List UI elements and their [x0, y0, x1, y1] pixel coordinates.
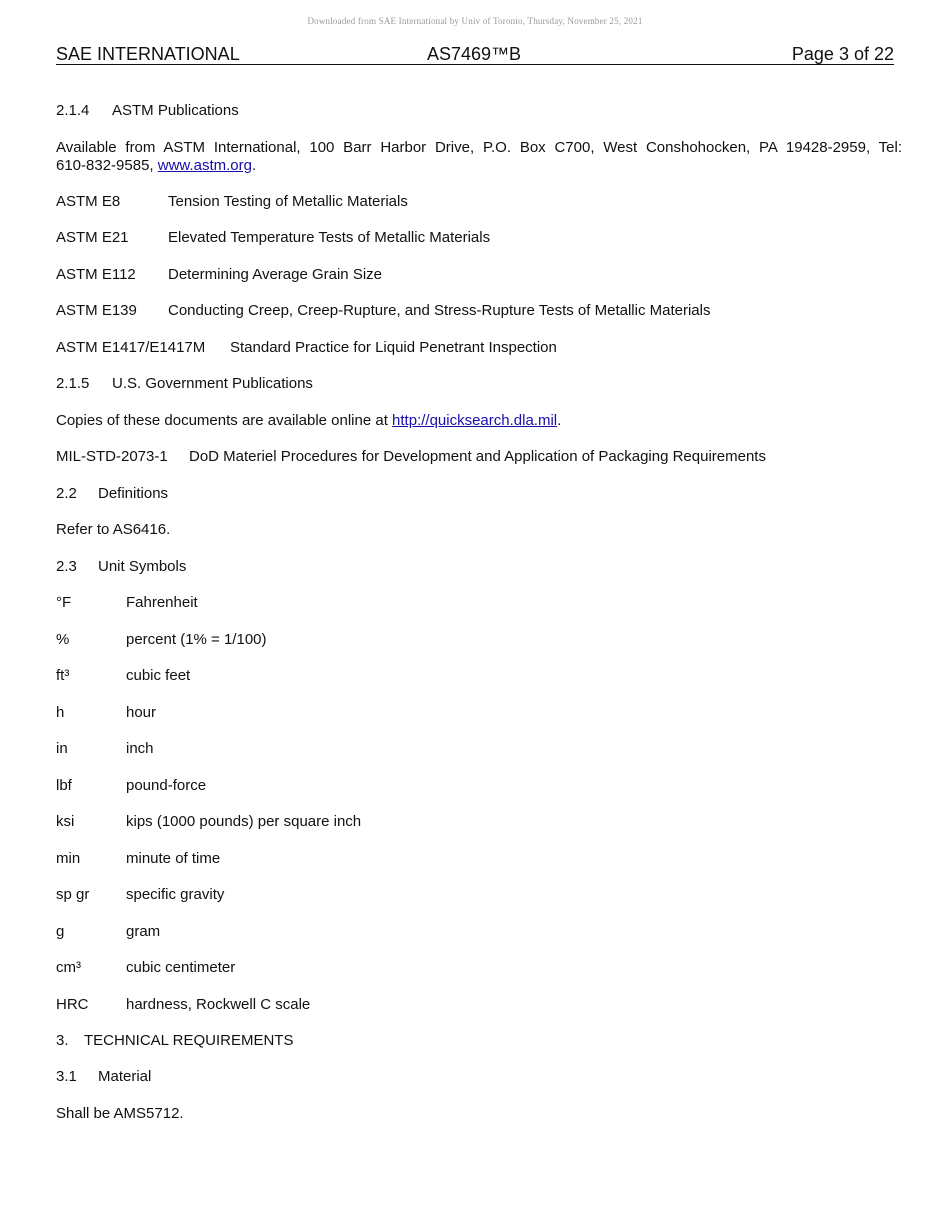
period: . [251, 157, 257, 174]
reference-code: ASTM E112 [56, 266, 136, 283]
unit-meaning: pound-force [126, 777, 207, 794]
unit-symbol: lbf [56, 777, 72, 794]
reference-code: ASTM E8 [56, 193, 121, 210]
unit-symbol: cm³ [56, 959, 81, 976]
unit-symbol: h [56, 704, 65, 721]
unit-symbol: HRC [56, 996, 89, 1013]
unit-meaning: hour [126, 704, 157, 721]
header-page-number: Page 3 of 22 [791, 44, 894, 64]
section-number: 2.1.4 [56, 102, 90, 119]
reference-code: ASTM E21 [56, 229, 129, 246]
unit-symbol: °F [56, 594, 72, 611]
unit-meaning: gram [126, 923, 161, 940]
astm-link[interactable]: www.astm.org [157, 157, 252, 174]
header-organization: SAE INTERNATIONAL [56, 44, 240, 64]
unit-symbol: sp gr [56, 886, 90, 903]
availability-line-2 [56, 157, 902, 175]
government-availability-text [56, 412, 561, 430]
unit-symbol: ksi [56, 813, 75, 830]
reference-title: Elevated Temperature Tests of Metallic Materials [168, 229, 491, 246]
section-number: 2.1.5 [56, 375, 90, 392]
section-title: ASTM Publications [112, 102, 239, 119]
unit-meaning: hardness, Rockwell C scale [126, 996, 311, 1013]
quicksearch-link[interactable]: http://quicksearch.dla.mil [392, 412, 558, 429]
section-title: TECHNICAL REQUIREMENTS [84, 1032, 294, 1049]
unit-symbol: in [56, 740, 68, 757]
section-title: Material [98, 1068, 152, 1085]
definitions-body: Refer to AS6416. [56, 521, 171, 538]
unit-meaning: percent (1% = 1/100) [126, 631, 267, 648]
header-document-number: AS7469™B [427, 44, 522, 64]
reference-title: Tension Testing of Metallic Materials [168, 193, 408, 210]
section-title: U.S. Government Publications [112, 375, 313, 392]
reference-title: Standard Practice for Liquid Penetrant Inspection [230, 339, 557, 356]
running-header [56, 44, 894, 65]
unit-symbol: % [56, 631, 70, 648]
availability-line-1: Available from ASTM International, 100 Barr Harbor Drive, P.O. Box C700, West Conshohocken, PA 19428-2959, Tel: [56, 139, 902, 156]
unit-symbol: ft³ [56, 667, 70, 684]
unit-meaning: specific gravity [126, 886, 225, 903]
section-number: 2.2 [56, 485, 77, 502]
phone-text: 610-832-9585, [56, 157, 154, 174]
download-watermark: Downloaded from SAE International by Univ of Toronto, Thursday, November 25, 2021 [307, 16, 643, 26]
reference-title: Conducting Creep, Creep-Rupture, and Stress-Rupture Tests of Metallic Materials [168, 302, 711, 319]
unit-symbol: min [56, 850, 81, 867]
material-body: Shall be AMS5712. [56, 1105, 184, 1122]
section-number: 3.1 [56, 1068, 77, 1085]
section-number: 2.3 [56, 558, 77, 575]
unit-meaning: cubic centimeter [126, 959, 236, 976]
reference-code: MIL-STD-2073-1 [56, 448, 168, 465]
unit-meaning: inch [126, 740, 154, 757]
period: . [557, 412, 562, 429]
section-title: Definitions [98, 485, 169, 502]
unit-meaning: kips (1000 pounds) per square inch [126, 813, 362, 830]
unit-symbol: g [56, 923, 65, 940]
reference-code: ASTM E1417/E1417M [56, 339, 206, 356]
copies-text: Copies of these documents are available online at [56, 412, 388, 429]
unit-meaning: Fahrenheit [126, 594, 198, 611]
astm-availability-paragraph [56, 139, 902, 175]
reference-title: Determining Average Grain Size [168, 266, 382, 283]
reference-title: DoD Materiel Procedures for Development and Application of Packaging Requirements [189, 448, 766, 465]
reference-code: ASTM E139 [56, 302, 137, 319]
unit-meaning: minute of time [126, 850, 221, 867]
section-title: Unit Symbols [98, 558, 187, 575]
section-number: 3. [56, 1032, 69, 1049]
unit-meaning: cubic feet [126, 667, 191, 684]
